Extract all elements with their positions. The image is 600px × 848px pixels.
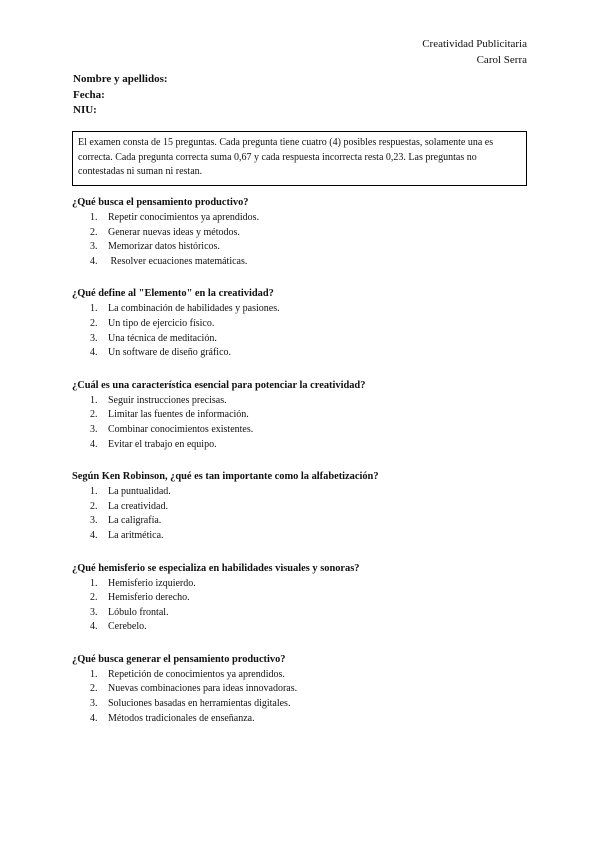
name-label: Nombre y apellidos: bbox=[73, 73, 168, 85]
option-text: Soluciones basadas en herramientas digitales. bbox=[108, 698, 291, 710]
question-title: ¿Qué define al "Elemento" en la creatividad? bbox=[72, 288, 274, 300]
option-text: Combinar conocimientos existentes. bbox=[108, 423, 254, 435]
option-number: 2. bbox=[90, 317, 98, 329]
answer-option bbox=[72, 211, 532, 226]
option-text: Repetir conocimientos ya aprendidos. bbox=[108, 212, 260, 223]
option-text: Nuevas combinaciones para ideas innovadoras. bbox=[108, 683, 298, 695]
answer-option bbox=[72, 529, 532, 544]
question-title: ¿Cuál es una característica esencial para potenciar la creatividad? bbox=[72, 379, 366, 391]
option-text: La combinación de habilidades y pasiones. bbox=[108, 303, 280, 315]
option-number: 1. bbox=[90, 394, 98, 406]
date-label: Fecha: bbox=[73, 88, 105, 101]
answer-option bbox=[72, 697, 532, 712]
answer-option bbox=[72, 332, 532, 347]
niu-label: NIU: bbox=[73, 104, 97, 116]
option-number: 2. bbox=[90, 500, 98, 512]
option-text: Un tipo de ejercicio físico. bbox=[108, 317, 215, 329]
option-text: Repetición de conocimientos ya aprendidos. bbox=[108, 668, 285, 680]
answer-option bbox=[72, 620, 532, 635]
answer-option bbox=[72, 485, 532, 500]
option-number: 4. bbox=[90, 347, 98, 359]
option-number: 2. bbox=[90, 409, 98, 421]
option-number: 3. bbox=[90, 515, 98, 527]
answer-option bbox=[72, 500, 532, 515]
option-number: 1. bbox=[90, 303, 98, 315]
answer-option bbox=[72, 317, 532, 332]
answer-option bbox=[72, 423, 532, 438]
answer-option bbox=[72, 408, 532, 423]
option-text: Cerebelo. bbox=[108, 621, 147, 633]
option-text: La puntualidad. bbox=[108, 486, 171, 498]
option-number: 3. bbox=[90, 606, 98, 618]
option-number: 1. bbox=[90, 212, 98, 223]
answer-option bbox=[72, 302, 532, 317]
answer-option bbox=[72, 606, 532, 621]
document-header bbox=[422, 36, 527, 68]
option-text: Hemisferio izquierdo. bbox=[108, 577, 196, 589]
option-text: La aritmética. bbox=[108, 529, 164, 541]
answer-option bbox=[72, 394, 532, 409]
option-number: 1. bbox=[90, 486, 98, 498]
course-title: Creatividad Publicitaria bbox=[422, 38, 527, 50]
option-text: Seguir instrucciones precisas. bbox=[108, 394, 227, 406]
option-number: 1. bbox=[90, 577, 98, 589]
instructions-box: El examen consta de 15 preguntas. Cada pregunta tiene cuatro (4) posibles respuestas, solamente una es correcta. Cada pregunta correcta suma 0,67 y cada respuesta incorrecta resta 0,23. Las preguntas no contestadas ni suman ni restan. bbox=[72, 131, 527, 186]
option-text: Memorizar datos históricos. bbox=[108, 241, 220, 253]
option-text: Hemisferio derecho. bbox=[108, 592, 190, 604]
answer-option bbox=[72, 514, 532, 529]
question-title: ¿Qué busca el pensamiento productivo? bbox=[72, 197, 249, 208]
question-block bbox=[72, 379, 532, 452]
answer-option bbox=[72, 226, 532, 241]
option-number: 2. bbox=[90, 683, 98, 695]
question-block bbox=[72, 470, 532, 543]
option-number: 4. bbox=[90, 529, 98, 541]
option-text: Resolver ecuaciones matemáticas. bbox=[108, 255, 248, 267]
option-number: 3. bbox=[90, 423, 98, 435]
option-text: Métodos tradicionales de enseñanza. bbox=[108, 712, 255, 724]
question-title: ¿Qué busca generar el pensamiento productivo? bbox=[72, 653, 286, 665]
option-number: 3. bbox=[90, 698, 98, 710]
option-text: La creatividad. bbox=[108, 500, 168, 512]
option-number: 3. bbox=[90, 241, 98, 253]
option-number: 1. bbox=[90, 668, 98, 680]
author-name: Carol Serra bbox=[476, 54, 527, 66]
answer-option bbox=[72, 346, 532, 361]
answer-option bbox=[72, 668, 532, 683]
answer-option bbox=[72, 240, 532, 255]
option-text: Limitar las fuentes de información. bbox=[108, 409, 249, 421]
answer-option bbox=[72, 682, 532, 697]
option-number: 2. bbox=[90, 592, 98, 604]
student-fields bbox=[73, 72, 168, 119]
question-block bbox=[72, 562, 532, 635]
option-number: 4. bbox=[90, 712, 98, 724]
option-number: 3. bbox=[90, 332, 98, 344]
question-block bbox=[72, 653, 532, 726]
option-text: Lóbulo frontal. bbox=[108, 606, 169, 618]
question-list bbox=[72, 196, 532, 744]
answer-option bbox=[72, 577, 532, 592]
option-text: Generar nuevas ideas y métodos. bbox=[108, 226, 240, 238]
question-title: ¿Qué hemisferio se especializa en habilidades visuales y sonoras? bbox=[72, 562, 360, 574]
question-title: Según Ken Robinson, ¿qué es tan importante como la alfabetización? bbox=[72, 471, 379, 483]
answer-option bbox=[72, 438, 532, 453]
option-text: Un software de diseño gráfico. bbox=[108, 347, 232, 359]
option-text: Evitar el trabajo en equipo. bbox=[108, 438, 217, 450]
question-block bbox=[72, 287, 532, 360]
option-number: 4. bbox=[90, 255, 98, 267]
option-number: 4. bbox=[90, 438, 98, 450]
option-text: Una técnica de meditación. bbox=[108, 332, 217, 344]
option-text: La caligrafía. bbox=[108, 515, 162, 527]
answer-option bbox=[72, 591, 532, 606]
answer-option bbox=[72, 255, 532, 270]
option-number: 4. bbox=[90, 621, 98, 633]
answer-option bbox=[72, 712, 532, 727]
option-number: 2. bbox=[90, 226, 98, 238]
question-block bbox=[72, 196, 532, 269]
